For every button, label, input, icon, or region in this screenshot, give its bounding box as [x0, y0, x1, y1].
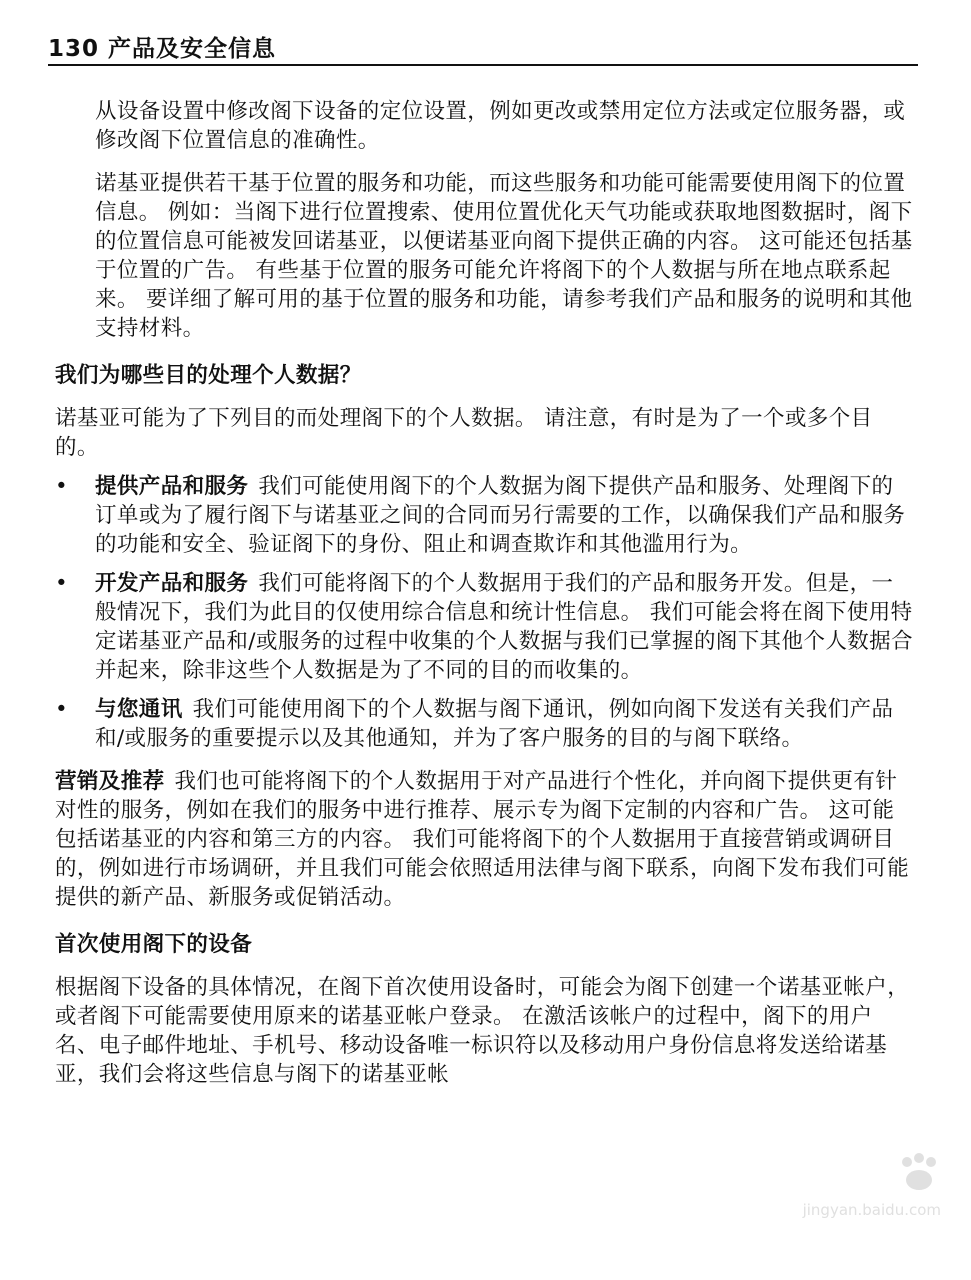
marketing-term: 营销及推荐 [55, 769, 165, 794]
watermark-logo-svg [897, 1152, 941, 1192]
list-item-text: 我们可能将阁下的个人数据用于我们的产品和服务开发。但是，一般情况下，我们为此目的仅使用综合信息和统计性信息。 我们可能会将在阁下使用特定诺基亚产品和/或服务的过程中收集的个人数据与我们已掌握的阁下其他个人数据合并起来，除非这些个人数据是为了不同的目的而收集的。 [95, 571, 913, 683]
paragraph-marketing [55, 767, 915, 912]
list-item [55, 695, 915, 753]
list-item [55, 569, 915, 685]
paragraph-location-services: 诺基亚提供若干基于位置的服务和功能，而这些服务和功能可能需要使用阁下的位置信息。 例如：当阁下进行位置搜索、使用位置优化天气功能或获取地图数据时，阁下的位置信息可能被发回诺基亚，以便诺基亚向阁下提供正确的内容。 这可能还包括基于位置的广告。 有些基于位置的服务可能允许将阁下的个人数据与所在地点联系起来。 要详细了解可用的基于位置的服务和功能，请参考我们产品和服务的说明和其他支持材料。 [95, 171, 913, 341]
list-item-text: 我们可能使用阁下的个人数据为阁下提供产品和服务、处理阁下的订单或为了履行阁下与诺基亚之间的合同而另行需要的工作，以确保我们产品和服务的功能和安全、验证阁下的身份、阻止和调查欺诈和其他滥用行为。 [95, 474, 906, 557]
watermark-text: jingyan.baidu.com [802, 1201, 941, 1219]
list-item-term: 与您通讯 [95, 697, 183, 722]
watermark [701, 1152, 941, 1242]
list-item-term: 提供产品和服务 [95, 474, 249, 499]
section-heading-purposes: 我们为哪些目的处理个人数据？ [55, 363, 362, 388]
bullet-icon: • [55, 697, 69, 722]
bullet-icon: • [55, 474, 69, 499]
list-item [55, 472, 915, 559]
list-item-text: 我们可能使用阁下的个人数据与阁下通讯，例如向阁下发送有关我们产品和/或服务的重要提示以及其他通知，并为了客户服务的目的与阁下联络。 [95, 697, 894, 751]
bullet-icon: • [55, 571, 69, 596]
page-title: 130 产品及安全信息 [48, 36, 277, 62]
section-heading-first-use: 首次使用阁下的设备 [55, 932, 253, 957]
paragraph-location-settings: 从设备设置中修改阁下设备的定位设置，例如更改或禁用定位方法或定位服务器，或修改阁下位置信息的准确性。 [95, 99, 906, 153]
purposes-list [55, 472, 915, 753]
paragraph-first-use: 根据阁下设备的具体情况，在阁下首次使用设备时，可能会为阁下创建一个诺基亚帐户，或者阁下可能需要使用原来的诺基亚帐户登录。 在激活该帐户的过程中，阁下的用户名、电子邮件地址、手机号、移动设备唯一标识符以及移动用户身份信息将发送给诺基亚，我们会将这些信息与阁下的诺基亚帐 [55, 975, 910, 1087]
list-item-term: 开发产品和服务 [95, 571, 249, 596]
document-body [55, 97, 915, 1089]
page-header [48, 34, 918, 66]
paragraph-purposes-intro: 诺基亚可能为了下列目的而处理阁下的个人数据。 请注意，有时是为了一个或多个目的。 [55, 406, 873, 460]
marketing-text: 我们也可能将阁下的个人数据用于对产品进行个性化，并向阁下提供更有针对性的服务，例如在我们的服务中进行推荐、展示专为阁下定制的内容和广告。 这可能包括诺基亚的内容和第三方的内容。 我们可能将阁下的个人数据用于直接营销或调研目的，例如进行市场调研，并且我们可能会依照适用法律与阁下联系，向阁下发布我们可能提供的新产品、新服务或促销活动。 [55, 769, 910, 910]
watermark-logo-icon [701, 1152, 941, 1201]
